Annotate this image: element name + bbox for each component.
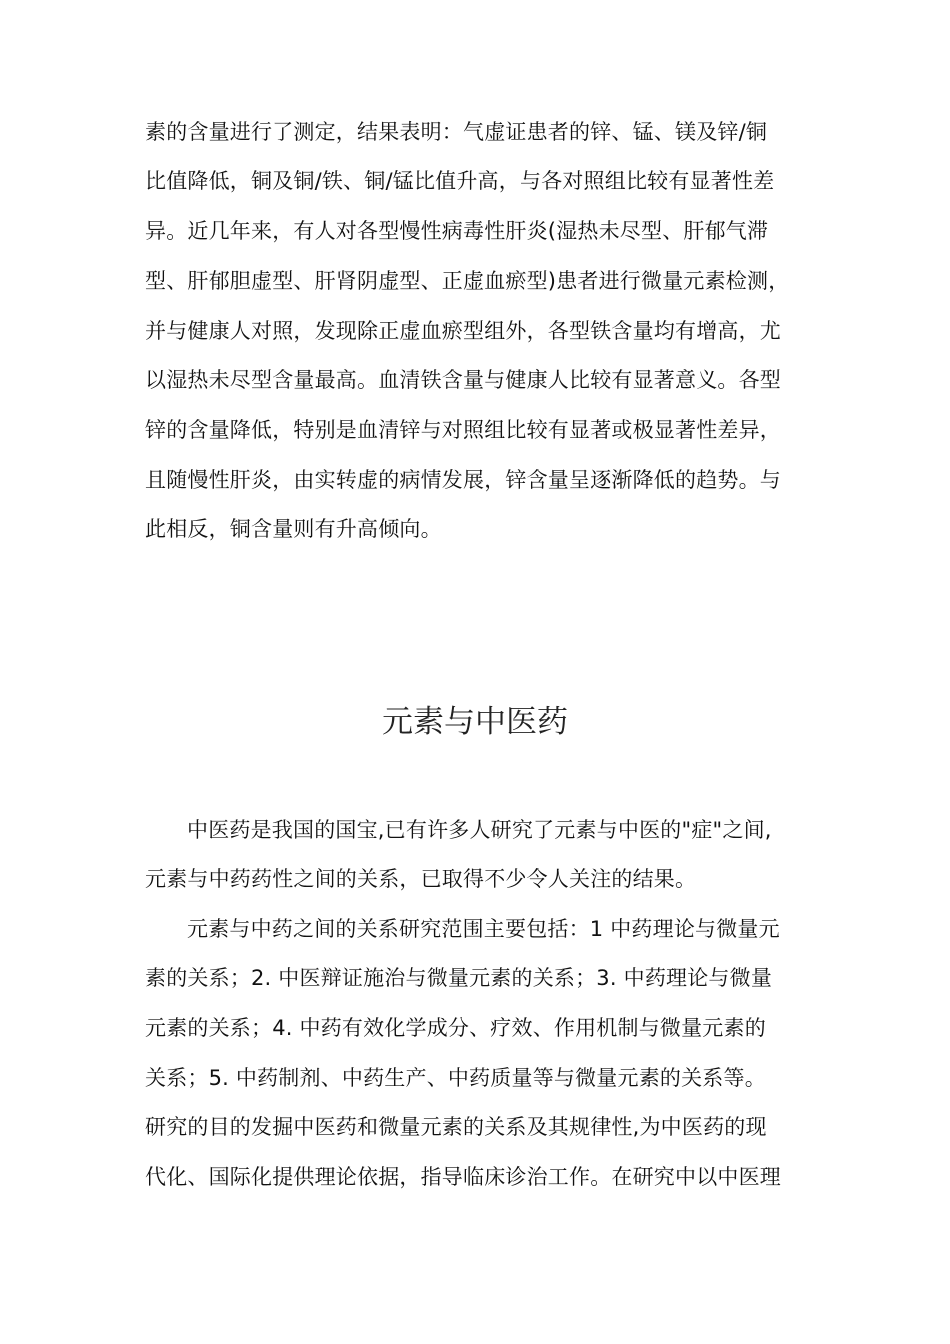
paragraph-line: 素的关系；2. 中医辩证施治与微量元素的关系；3. 中药理论与微量 [145, 966, 773, 990]
paragraph-line: 元素的关系；4. 中药有效化学成分、疗效、作用机制与微量元素的 [145, 1016, 766, 1040]
paragraph-line: 以湿热未尽型含量最高。血清铁含量与健康人比较有显著意义。各型 [145, 368, 781, 392]
paragraph-line: 且随慢性肝炎，由实转虚的病情发展，锌含量呈逐渐降低的趋势。与 [145, 468, 781, 492]
paragraph-line: 异。近几年来，有人对各型慢性病毒性肝炎(湿热未尽型、肝郁气滞 [145, 219, 769, 243]
paragraph-line: 素的含量进行了测定，结果表明：气虚证患者的锌、锰、镁及锌/铜 [145, 120, 768, 144]
paragraph-line: 型、肝郁胆虚型、肝肾阴虚型、正虚血瘀型)患者进行微量元素检测， [145, 269, 790, 293]
paragraph-line: 元素与中药药性之间的关系，已取得不少令人关注的结果。 [145, 867, 697, 891]
paragraph-line: 研究的目的发掘中医药和微量元素的关系及其规律性,为中医药的现 [145, 1115, 767, 1139]
paragraph-line: 并与健康人对照，发现除正虚血瘀型组外，各型铁含量均有增高，尤 [145, 319, 781, 343]
paragraph-line: 此相反，铜含量则有升高倾向。 [145, 517, 442, 541]
paragraph-line: 中医药是我国的国宝,已有许多人研究了元素与中医的"症"之间, [187, 818, 772, 842]
paragraph-line: 元素与中药之间的关系研究范围主要包括：1 中药理论与微量元 [187, 917, 780, 941]
paragraph-line: 关系；5. 中药制剂、中药生产、中药质量等与微量元素的关系等。 [145, 1066, 766, 1090]
paragraph-line: 比值降低，铜及铜/铁、铜/锰比值升高，与各对照组比较有显著性差 [145, 169, 775, 193]
paragraph-line: 代化、国际化提供理论依据，指导临床诊治工作。在研究中以中医理 [145, 1165, 781, 1189]
section-heading: 元素与中医药 [382, 704, 568, 740]
paragraph-line: 锌的含量降低，特别是血清锌与对照组比较有显著或极显著性差异， [145, 418, 781, 442]
